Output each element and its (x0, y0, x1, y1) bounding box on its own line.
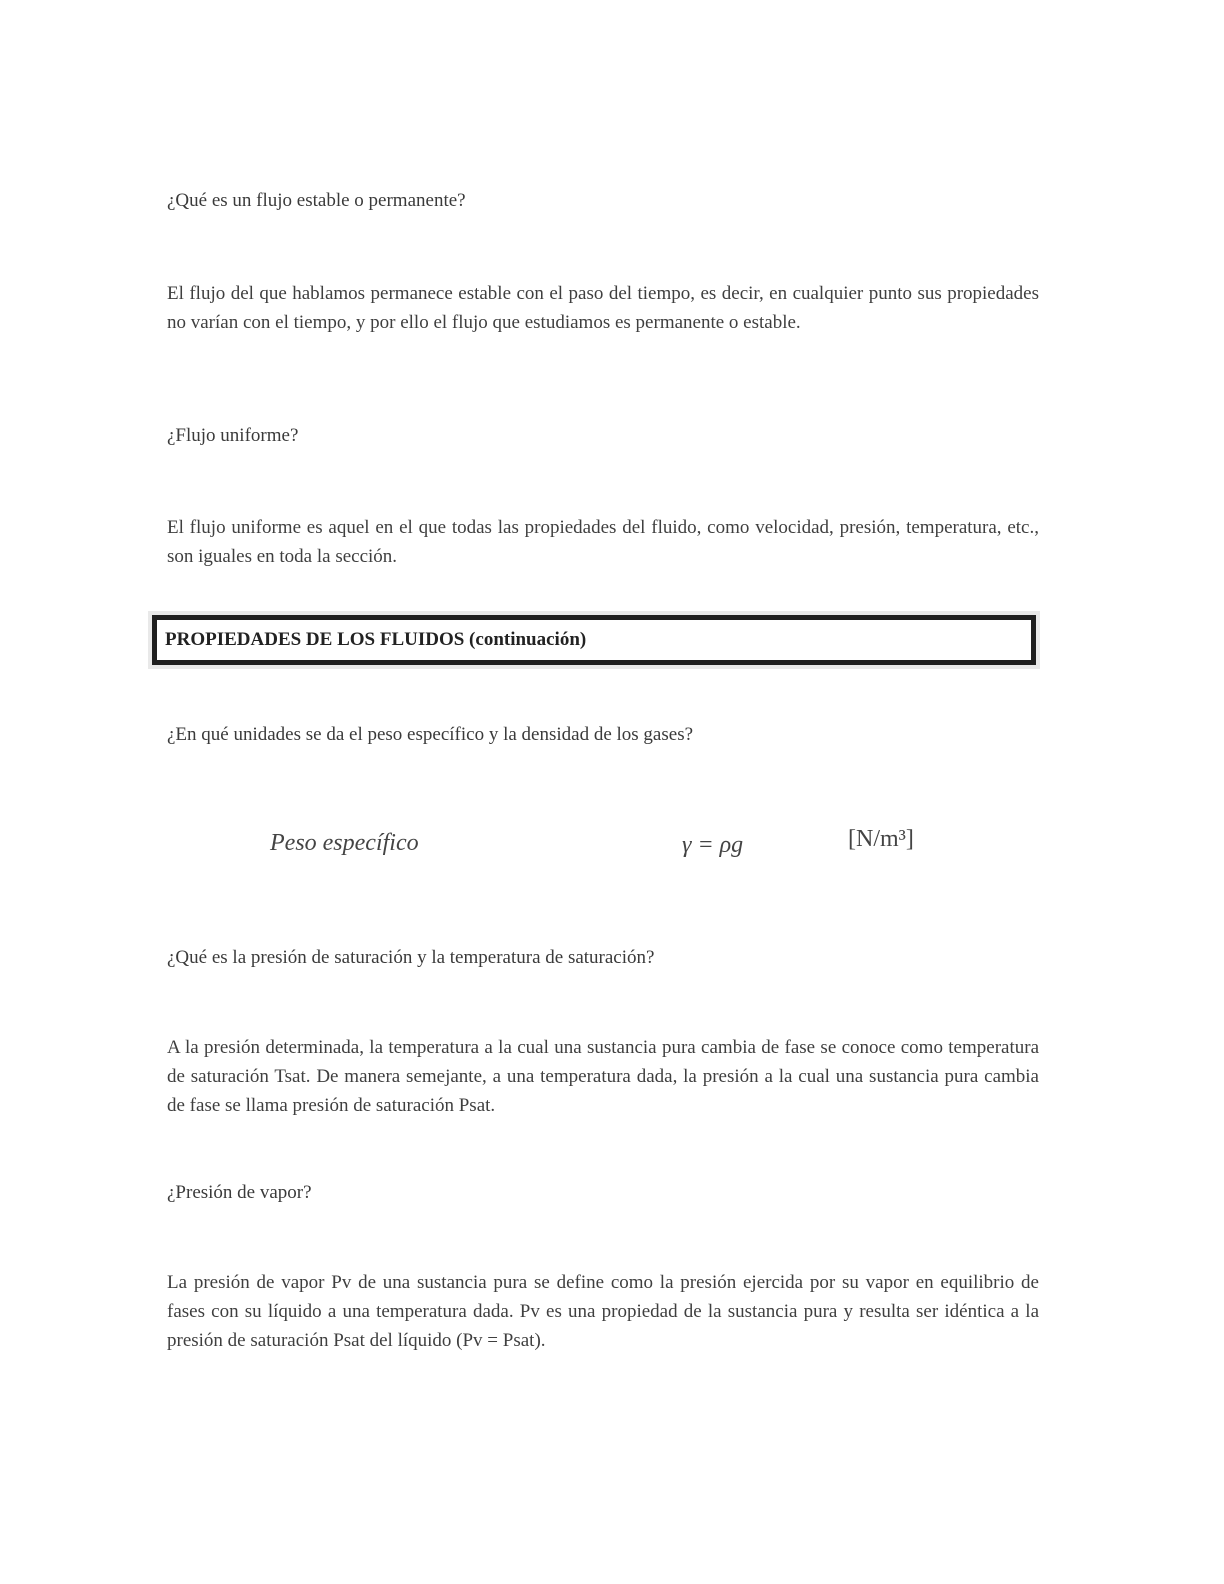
formula-expression: γ = ρg (682, 832, 744, 858)
formula-label: Peso específico (270, 830, 419, 856)
formula-units: [N/m³] (848, 826, 914, 852)
paragraph-steady-flow: El flujo del que hablamos permanece estable con el paso del tiempo, es decir, en cualquier punto sus propiedades no varían con el tiempo, y por ello el flujo que estudiamos es permanente o estable. (167, 283, 1039, 333)
paragraph-vapor-pressure: La presión de vapor Pv de una sustancia pura se define como la presión ejercida por su vapor en equilibrio de fases con su líquido a una temperatura dada. Pv es una propiedad de la sustancia pura y resulta ser idéntica a la presión de saturación Psat del líquido (Pv = Psat). (167, 1272, 1039, 1351)
section-header-box (152, 615, 1036, 665)
question-steady-flow: ¿Qué es un flujo estable o permanente? (167, 190, 466, 211)
paragraph-saturation: A la presión determinada, la temperatura a la cual una sustancia pura cambia de fase se conoce como temperatura de saturación Tsat. De manera semejante, a una temperatura dada, la presión a la cual una sustancia pura cambia de fase se llama presión de saturación Psat. (167, 1037, 1039, 1116)
question-vapor-pressure: ¿Presión de vapor? (167, 1182, 312, 1203)
formula-row (270, 826, 970, 866)
question-uniform-flow: ¿Flujo uniforme? (167, 425, 299, 446)
section-title: PROPIEDADES DE LOS FLUIDOS (continuación) (165, 629, 587, 650)
question-specific-weight-units: ¿En qué unidades se da el peso específico y la densidad de los gases? (167, 724, 694, 745)
paragraph-uniform-flow: El flujo uniforme es aquel en el que todas las propiedades del fluido, como velocidad, presión, temperatura, etc., son iguales en toda la sección. (167, 517, 1039, 567)
question-saturation: ¿Qué es la presión de saturación y la temperatura de saturación? (167, 947, 655, 968)
